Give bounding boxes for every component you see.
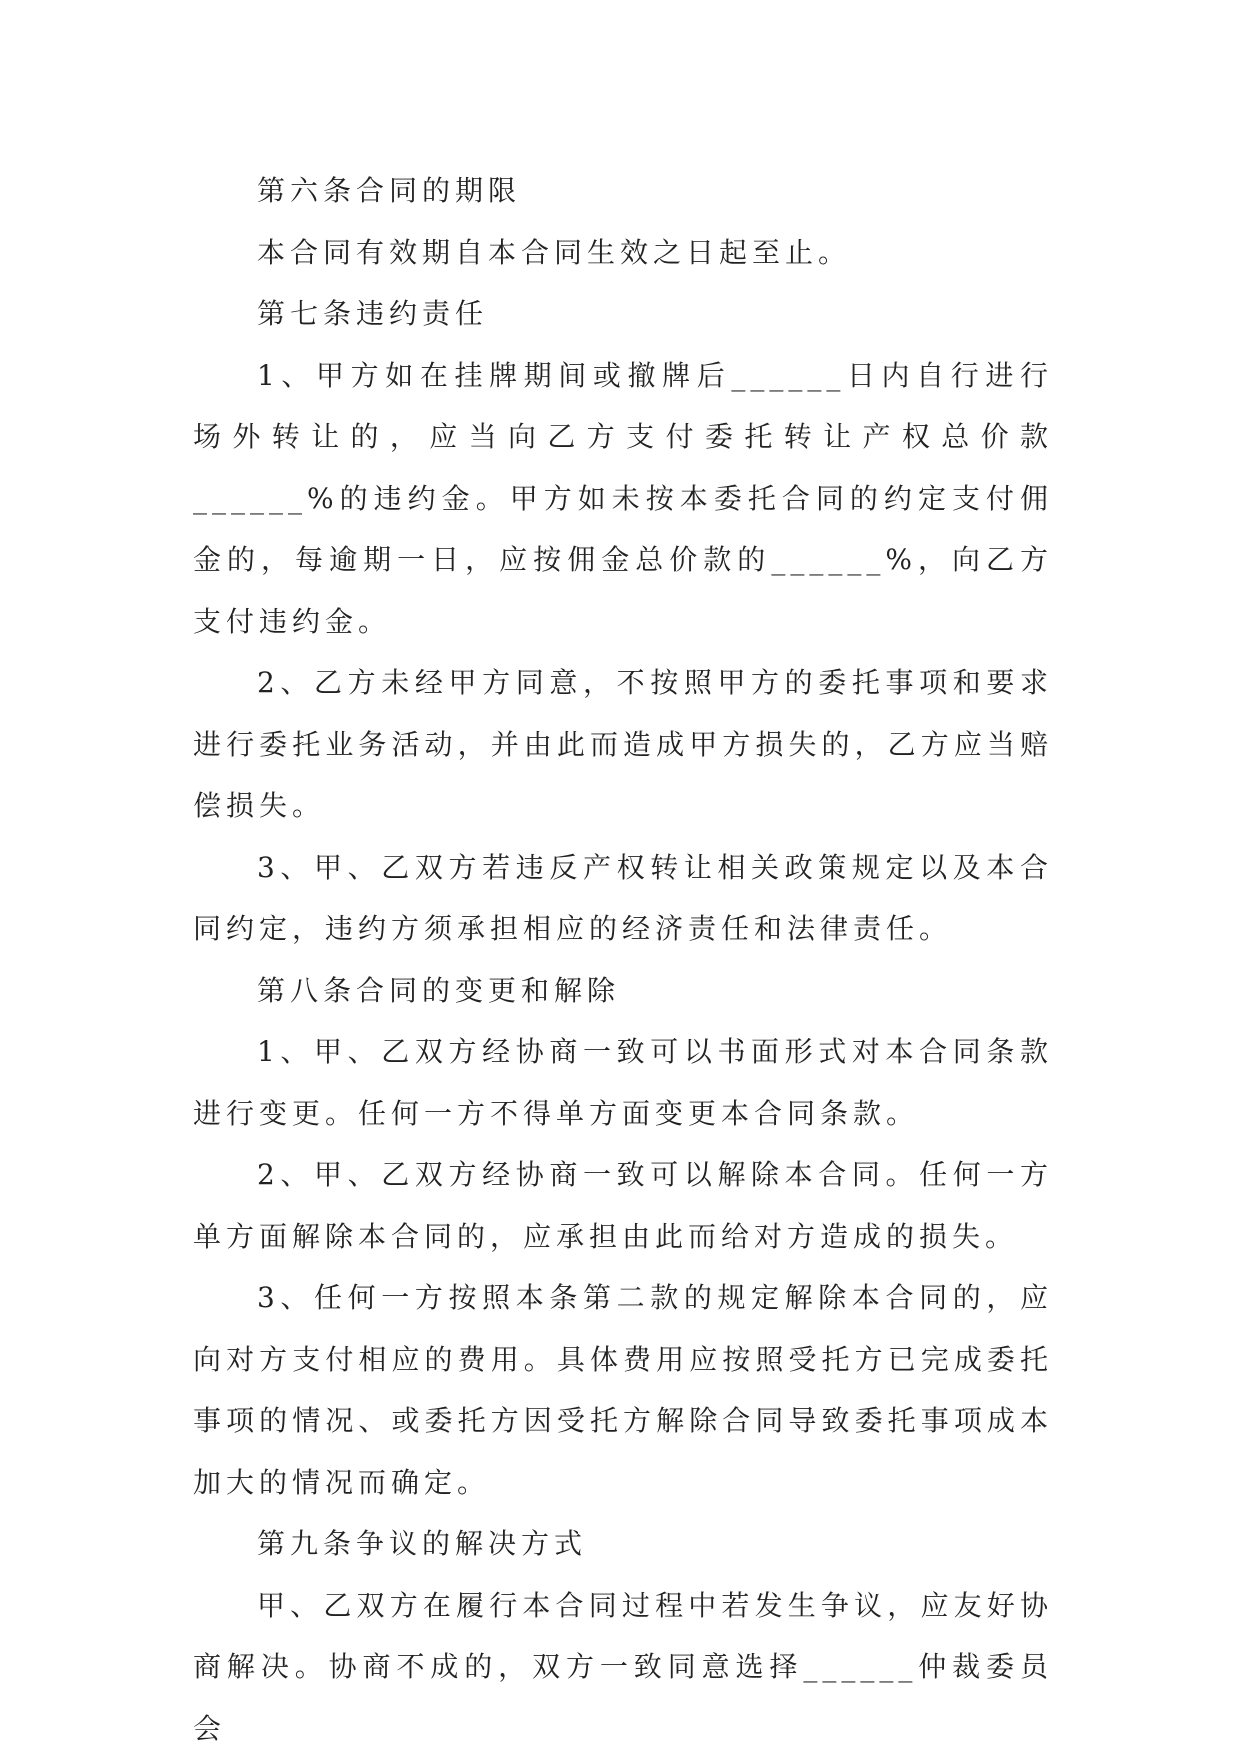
document-body (193, 160, 1053, 1759)
article-7-clause-1: 1、甲方如在挂牌期间或撤牌后______日内自行进行场外转让的，应当向乙方支付委托转让产权总价款______%的违约金。甲方如未按本委托合同的约定支付佣金的，每逾期一日，应按佣金总价款的______%，向乙方支付违约金。 (193, 345, 1053, 653)
article-7-clause-3: 3、甲、乙双方若违反产权转让相关政策规定以及本合同约定，违约方须承担相应的经济责任和法律责任。 (193, 837, 1053, 960)
article-8-clause-3: 3、任何一方按照本条第二款的规定解除本合同的，应向对方支付相应的费用。具体费用应按照受托方已完成委托事项的情况、或委托方因受托方解除合同导致委托事项成本加大的情况而确定。 (193, 1267, 1053, 1513)
article-7-clause-2: 2、乙方未经甲方同意，不按照甲方的委托事项和要求进行委托业务活动，并由此而造成甲方损失的，乙方应当赔偿损失。 (193, 652, 1053, 837)
article-7-heading: 第七条违约责任 (193, 283, 1053, 345)
article-9-text: 甲、乙双方在履行本合同过程中若发生争议，应友好协商解决。协商不成的，双方一致同意选择______仲裁委员会 (193, 1575, 1053, 1759)
article-6-text: 本合同有效期自本合同生效之日起至止。 (193, 222, 1053, 284)
article-9-heading: 第九条争议的解决方式 (193, 1513, 1053, 1575)
article-8-heading: 第八条合同的变更和解除 (193, 960, 1053, 1022)
article-8-clause-2: 2、甲、乙双方经协商一致可以解除本合同。任何一方单方面解除本合同的，应承担由此而给对方造成的损失。 (193, 1144, 1053, 1267)
article-8-clause-1: 1、甲、乙双方经协商一致可以书面形式对本合同条款进行变更。任何一方不得单方面变更本合同条款。 (193, 1021, 1053, 1144)
article-6-heading: 第六条合同的期限 (193, 160, 1053, 222)
